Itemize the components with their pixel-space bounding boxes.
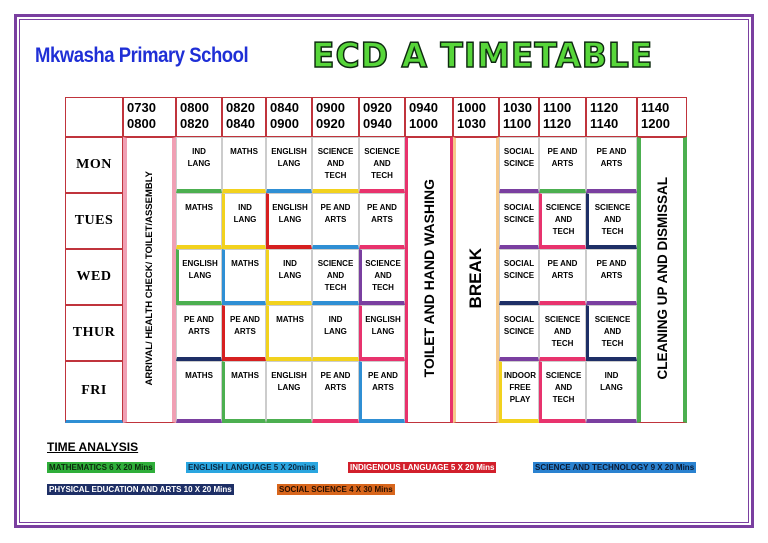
lesson-cell: IND LANG <box>266 249 312 305</box>
break-block <box>453 137 499 423</box>
lesson-cell: PE AND ARTS <box>312 361 359 423</box>
break-block-label: BREAK <box>466 247 485 309</box>
lesson-cell: SOCIAL SCINCE <box>499 305 539 361</box>
time-slot-1100: 1100 1120 <box>539 97 586 137</box>
time-slot-1120: 1120 1140 <box>586 97 637 137</box>
arrival-block <box>123 137 176 423</box>
legend-english-language: ENGLISH LANGUAGE 5 X 20mins <box>188 463 316 472</box>
lesson-cell: PE AND ARTS <box>539 137 586 193</box>
lesson-cell: PE AND ARTS <box>586 137 637 193</box>
lesson-cell: MATHS <box>222 137 266 193</box>
lesson-cell: SCIENCE AND TECH <box>312 249 359 305</box>
lesson-cell: PE AND ARTS <box>222 305 266 361</box>
cleaning-block <box>637 137 687 423</box>
time-slot-1030: 1030 1100 <box>499 97 539 137</box>
day-label-fri: FRI <box>65 361 123 423</box>
lesson-cell: MATHS <box>176 361 222 423</box>
time-slot-0820: 0820 0840 <box>222 97 266 137</box>
lesson-cell: SCIENCE AND TECH <box>359 249 405 305</box>
school-name: Mkwasha Primary School <box>35 44 249 67</box>
legend-mathematics: MATHEMATICS 6 X 20 Mins <box>49 463 153 472</box>
lesson-cell: IND LANG <box>586 361 637 423</box>
lesson-cell: ENGLISH LANG <box>266 361 312 423</box>
lesson-cell: IND LANG <box>222 193 266 249</box>
time-slot-0900: 0900 0920 <box>312 97 359 137</box>
time-slot-0840: 0840 0900 <box>266 97 312 137</box>
legend-indigenous-language: INDIGENOUS LANGUAGE 5 X 20 Mins <box>350 463 495 472</box>
lesson-cell: PE AND ARTS <box>359 193 405 249</box>
lesson-cell: SCIENCE AND TECH <box>312 137 359 193</box>
time-slot-1140: 1140 1200 <box>637 97 687 137</box>
lesson-cell: PE AND ARTS <box>539 249 586 305</box>
lesson-cell: INDOOR FREE PLAY <box>499 361 539 423</box>
lesson-cell: ENGLISH LANG <box>266 193 312 249</box>
lesson-cell: SCIENCE AND TECH <box>359 137 405 193</box>
toilet-block-label: TOILET AND HAND WASHING <box>421 178 437 378</box>
lesson-cell: MATHS <box>266 305 312 361</box>
lesson-cell: SCIENCE AND TECH <box>539 361 586 423</box>
lesson-cell: SCIENCE AND TECH <box>539 193 586 249</box>
time-slot-0920: 0920 0940 <box>359 97 405 137</box>
legend-science-technology: SCIENCE AND TECHNOLOGY 9 X 20 Mins <box>535 463 695 472</box>
time-slot-0800: 0800 0820 <box>176 97 222 137</box>
lesson-cell: PE AND ARTS <box>176 305 222 361</box>
lesson-cell: SCIENCE AND TECH <box>586 305 637 361</box>
lesson-cell: SOCIAL SCINCE <box>499 137 539 193</box>
day-label-wed: WED <box>65 249 123 305</box>
timetable-grid <box>65 97 687 423</box>
lesson-cell: SOCIAL SCINCE <box>499 249 539 305</box>
day-label-mon: MON <box>65 137 123 193</box>
arrival-block-label: ARRIVAL/ HEALTH CHECK/ TOILET/ASSEMBLY <box>144 170 155 386</box>
legend-physical-education-arts: PHYSICAL EDUCATION AND ARTS 10 X 20 Mins <box>49 485 232 494</box>
lesson-cell: MATHS <box>222 361 266 423</box>
day-label-tues: TUES <box>65 193 123 249</box>
lesson-cell: ENGLISH LANG <box>266 137 312 193</box>
cleaning-block-label: CLEANING UP AND DISMISSAL <box>654 176 670 380</box>
lesson-cell: PE AND ARTS <box>359 361 405 423</box>
lesson-cell: ENGLISH LANG <box>359 305 405 361</box>
lesson-cell: MATHS <box>222 249 266 305</box>
corner-cell <box>65 97 123 137</box>
lesson-cell: IND LANG <box>312 305 359 361</box>
time-slot-0730: 0730 0800 <box>123 97 176 137</box>
lesson-cell: SOCIAL SCINCE <box>499 193 539 249</box>
legend-social-science: SOCIAL SCIENCE 4 X 30 Mins <box>279 485 393 494</box>
time-slot-1000: 1000 1030 <box>453 97 499 137</box>
lesson-cell: PE AND ARTS <box>312 193 359 249</box>
day-label-thur: THUR <box>65 305 123 361</box>
lesson-cell: PE AND ARTS <box>586 249 637 305</box>
time-analysis-title: TIME ANALYSIS <box>47 440 139 454</box>
toilet-block <box>405 137 453 423</box>
lesson-cell: MATHS <box>176 193 222 249</box>
lesson-cell: SCIENCE AND TECH <box>539 305 586 361</box>
lesson-cell: SCIENCE AND TECH <box>586 193 637 249</box>
lesson-cell: ENGLISH LANG <box>176 249 222 305</box>
time-slot-0940: 0940 1000 <box>405 97 453 137</box>
timetable-title: ECD A TIMETABLE <box>312 36 654 76</box>
lesson-cell: IND LANG <box>176 137 222 193</box>
